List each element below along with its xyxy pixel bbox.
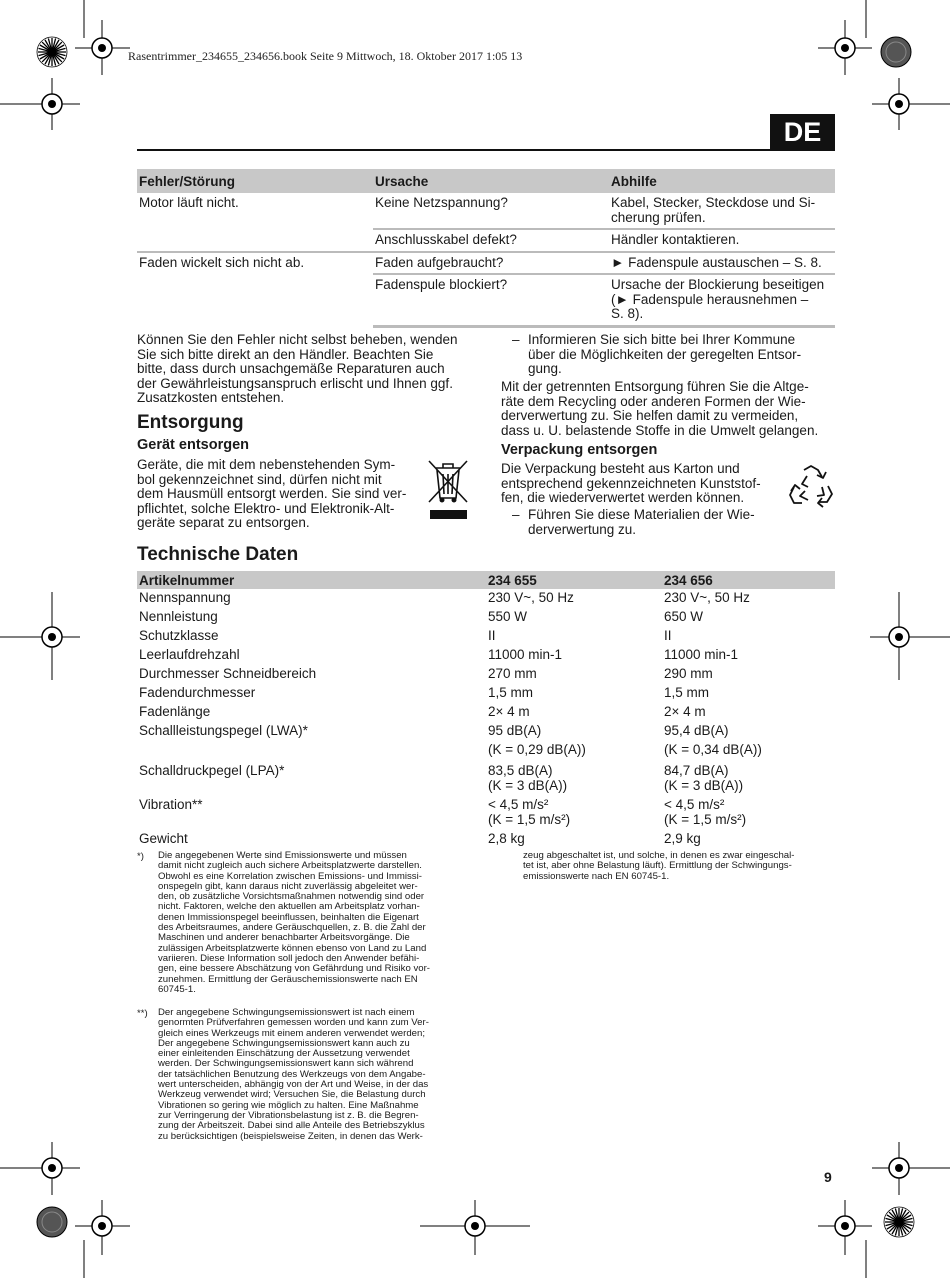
spec-value: II <box>488 628 496 643</box>
spec-value: 1,5 mm <box>488 685 534 700</box>
spec-value: 650 W <box>664 609 704 624</box>
table-row <box>137 722 835 741</box>
footnote-marker: *) <box>137 851 144 862</box>
recycling-paragraph: Mit der getrennten Entsorgung führen Sie die Altge- räte dem Recycling oder anderen Formen der Wie- derverwertung zu. Sie helfen damit zu vermeiden, dass u. U. belastende Stoffe in die Umwelt gelangen. <box>501 379 819 438</box>
spec-value: 2,8 kg <box>488 831 525 846</box>
spec-value: < 4,5 m/s² (K = 1,5 m/s²) <box>664 797 747 827</box>
section-title-technische-daten: Technische Daten <box>137 544 299 565</box>
spec-label <box>137 741 486 760</box>
spec-label: Fadenlänge <box>139 704 211 719</box>
spec-value: 95 dB(A) <box>488 723 542 738</box>
spec-label: Leerlaufdrehzahl <box>139 647 240 662</box>
recycling-icon <box>786 462 836 512</box>
spec-value: 550 W <box>488 609 528 624</box>
subsection-title-geraet: Gerät entsorgen <box>137 437 249 453</box>
weee-bin-icon <box>426 458 470 522</box>
spec-label: Schalldruckpegel (LPA)* <box>139 763 285 778</box>
footnote-vibration-continued: zeug abgeschaltet ist, und solche, in denen es zwar eingeschal- tet ist, aber ohne Belastung läuft). Ermittlung der Schwingungs- emissionswerte nach EN 60745-1. <box>523 850 795 882</box>
spec-value: 11000 min-1 <box>488 647 563 662</box>
remedy-cell: Kabel, Stecker, Steckdose und Si- cherung prüfen. <box>611 195 816 225</box>
subsection-title-verpackung: Verpackung entsorgen <box>501 442 658 458</box>
spec-value: 230 V~, 50 Hz <box>664 590 750 605</box>
table-row <box>137 684 835 703</box>
spec-value: 83,5 dB(A) (K = 3 dB(A)) <box>488 763 568 793</box>
fault-cell: Faden wickelt sich nicht ab. <box>137 252 373 275</box>
spec-value: 2× 4 m <box>488 704 530 719</box>
header-rule <box>137 149 835 151</box>
table-row <box>137 627 835 646</box>
spec-value: 84,7 dB(A) (K = 3 dB(A)) <box>664 763 744 793</box>
remedy-cell: ► Fadenspule austauschen – S. 8. <box>609 252 835 275</box>
spec-label: Gewicht <box>139 831 188 846</box>
footnote-vibration: Der angegebene Schwingungsemissionswert ist nach einem genormten Prüfverfahren gemessen worden und kann zum Ver- gleich eines Werkzeugs mit einem anderen verwendet werden; Der angegebene Schwingungsemissionswert kann auch zu einer einleitenden Einschätzung der Aussetzung verwendet werden. Der Schwingungsemissionswert kann sich während der tatsächlichen Benutzung des Werkzeugs von dem Angabe- wert unterscheiden, abhängig von der Art und Weise, in der das Werkzeug verwendet wird; Versuchen Sie, die Belastung durch Vibrationen so gering wie möglich zu halten. Eine Maßnahme zur Verringerung der Vibrationsbelastung ist z. B. die Begren- zung der Arbeitszeit. Dabei sind alle Anteile des Betriebszyklus zu berücksichtigen (beispielsweise Zeiten, in denen das Werk- <box>158 1007 429 1142</box>
spec-value: 95,4 dB(A) <box>664 723 729 738</box>
table-row <box>137 229 835 252</box>
cause-cell: Keine Netzspannung? <box>375 195 508 210</box>
column-header: 234 656 <box>662 571 835 589</box>
table-row <box>137 193 835 229</box>
fault-cell <box>137 274 373 326</box>
table-row <box>137 252 835 275</box>
table-row <box>137 589 835 608</box>
recycle-materials-text: Führen Sie diese Materialien der Wie- derverwertung zu. <box>528 507 755 537</box>
column-header: Abhilfe <box>609 169 835 193</box>
spec-label: Nennleistung <box>139 609 218 624</box>
spec-label: Nennspannung <box>139 590 231 605</box>
spec-value: 11000 min-1 <box>664 647 739 662</box>
troubleshooting-table <box>137 169 835 328</box>
device-disposal-text: Geräte, die mit dem nebenstehenden Sym- bol gekennzeichnet sind, dürfen nicht mit dem Hausmüll entsorgt werden. Sie sind ver- pflichtet, solche Elektro- und Elektronik-Alt- geräte separat zu entsorgen. <box>137 457 407 531</box>
column-header: Fehler/Störung <box>137 169 373 193</box>
spec-label: Durchmesser Schneidbereich <box>139 666 317 681</box>
dash-marker: – <box>512 507 520 522</box>
spec-value: 2,9 kg <box>664 831 701 846</box>
remedy-cell: Händler kontaktieren. <box>609 229 835 252</box>
spec-value: (K = 0,34 dB(A)) <box>664 742 762 757</box>
spec-value: 230 V~, 50 Hz <box>488 590 574 605</box>
remedy-cell: Ursache der Blockierung beseitigen (► Fadenspule herausnehmen – S. 8). <box>609 274 835 326</box>
column-header: 234 655 <box>486 571 662 589</box>
spec-label: Schutzklasse <box>139 628 219 643</box>
page-number: 9 <box>824 1169 832 1185</box>
footnote-emission: Die angegebenen Werte sind Emissionswerte und müssen damit nicht zugleich auch sichere Arbeitsplatzwerte darstellen. Obwohl es eine Korrelation zwischen Emissions- und Immissi- onspegeln gibt, kann daraus nicht zuverlässig abgeleitet wer- den, ob zusätzliche Vorsichtsmaßnahmen notwendig sind oder nicht. Faktoren, welche den aktuellen am Arbeitsplatz vorhan- denen Immissionspegel beeinflussen, beinhalten die Eigenart des Arbeitsraumes, andere Geräuschquellen, z. B. die Zahl der Maschinen und anderer benachbarter Arbeitsvorgänge. Die zulässigen Arbeitsplatzwerte können ebenso von Land zu Land variieren. Diese Information soll jedoch den Anwender befähi- gen, eine bessere Abschätzung von Gefährdung und Risiko vor- zunehmen. Ermittlung der Geräuschemissionswerte nach EN 60745-1. <box>158 850 430 995</box>
table-row <box>137 760 835 794</box>
table-row <box>137 828 835 849</box>
table-row <box>137 741 835 760</box>
column-header: Artikelnummer <box>137 571 486 589</box>
cause-cell: Anschlusskabel defekt? <box>373 229 609 252</box>
file-info-header: Rasentrimmer_234655_234656.book Seite 9 Mittwoch, 18. Oktober 2017 1:05 13 <box>128 49 523 63</box>
spec-label: Fadendurchmesser <box>139 685 256 700</box>
cause-cell: Faden aufgebraucht? <box>373 252 609 275</box>
spec-value: 270 mm <box>488 666 537 681</box>
packaging-text: Die Verpackung besteht aus Karton und entsprechend gekennzeichneten Kunststof- fen, die wiederverwertet werden können. <box>501 461 761 506</box>
table-row <box>137 794 835 828</box>
table-row <box>137 274 835 326</box>
municipality-info: Informieren Sie sich bitte bei Ihrer Kommune über die Möglichkeiten der geregelten Entsor- gung. <box>528 332 802 377</box>
spec-value: (K = 0,29 dB(A)) <box>488 742 586 757</box>
language-tab: DE <box>770 114 835 151</box>
technical-data-table <box>137 571 835 849</box>
spec-label: Vibration** <box>139 797 203 812</box>
support-paragraph: Können Sie den Fehler nicht selbst beheben, wenden Sie sich bitte direkt an den Händler. Beachten Sie bitte, dass durch unsachgemäße Reparaturen auch der Gewährleistungsanspruch erlischt und Ihnen ggf. Zusatzkosten entstehen. <box>137 332 458 406</box>
spec-value: 2× 4 m <box>664 704 706 719</box>
fault-cell: Motor läuft nicht. <box>139 195 239 210</box>
table-row <box>137 608 835 627</box>
footnote-marker: **) <box>137 1008 148 1019</box>
spec-value: 290 mm <box>664 666 713 681</box>
spec-value: < 4,5 m/s² (K = 1,5 m/s²) <box>488 797 571 827</box>
spec-label: Schallleistungspegel (LWA)* <box>139 723 308 738</box>
table-row <box>137 646 835 665</box>
section-title-entsorgung: Entsorgung <box>137 412 244 433</box>
spec-value: II <box>664 628 672 643</box>
cause-cell: Fadenspule blockiert? <box>373 274 609 326</box>
dash-marker: – <box>512 332 520 347</box>
fault-cell <box>137 229 373 252</box>
table-row <box>137 665 835 684</box>
table-row <box>137 703 835 722</box>
column-header: Ursache <box>373 169 609 193</box>
spec-value: 1,5 mm <box>664 685 710 700</box>
